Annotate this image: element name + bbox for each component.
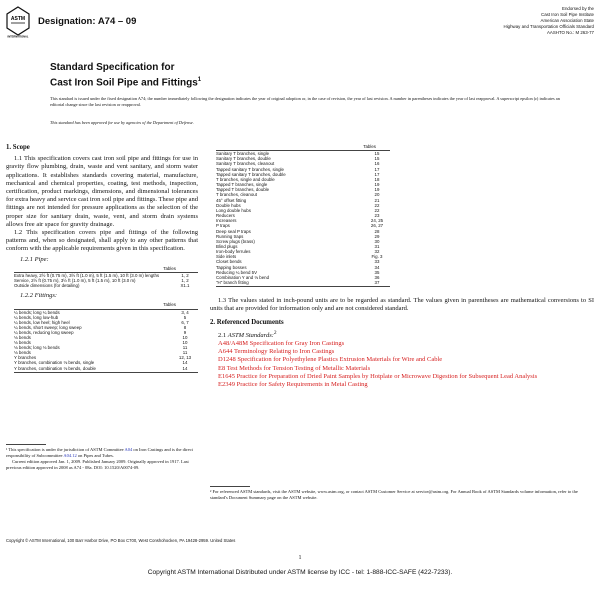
table-row	[216, 280, 390, 285]
row-label: ¼ bends, low heel; high heel	[14, 319, 70, 325]
scope-paragraph-3: 1.3 The values stated in inch-pound units are to be regarded as standard. The values given in parentheses are mathematical conversions to SI units that are provided for information only and are not considered standard.	[210, 297, 594, 313]
row-table-ref: 20	[374, 192, 380, 198]
reference-item	[210, 356, 594, 364]
reference-item	[210, 381, 594, 389]
row-label: Y branches	[14, 355, 37, 361]
row-table-ref: 15	[374, 151, 380, 157]
references-subheading	[210, 329, 594, 340]
row-label: Combination Y and ⅛ bend	[216, 274, 270, 280]
references-heading: 2. Referenced Documents	[210, 318, 284, 326]
row-label: ¼ bends, short sweep; long sweep	[14, 324, 82, 330]
row-table-ref: 22	[374, 207, 380, 213]
row-label: Y branches, combination ⅛ bends, single	[14, 360, 95, 366]
footnote-left	[6, 444, 202, 471]
endorsement-line: Cast Iron Soil Pipe Institute	[541, 12, 594, 17]
row-label: Deep seal P traps	[216, 228, 251, 234]
right-column	[210, 144, 594, 389]
row-table-ref: 34	[374, 264, 380, 270]
row-table-ref: 15	[374, 156, 380, 162]
row-label: ⅛ bends	[14, 334, 31, 340]
astm-logo	[6, 6, 30, 38]
preface-note: This standard is issued under the fixed designation A74; the number immediately following the designation indicates the year of original adoption or, in the case of revision, the year of last revision. A number in parentheses indicates the year of last reapproval. A superscript epsilon (ε) indicates an editorial change since the last revision or reapproval.	[50, 96, 560, 107]
row-label: T branches, single and double	[216, 176, 275, 182]
row-table-ref: 5	[183, 314, 187, 320]
row-table-ref: 28	[374, 228, 380, 234]
row-table-ref: 14	[182, 360, 188, 366]
sub-footnote-mark: 2	[273, 329, 277, 336]
row-label: Outside dimensions (for detailing)	[14, 283, 80, 289]
endorsement-line: Endorsed by the	[562, 6, 594, 11]
row-label: Increasers	[216, 218, 237, 224]
row-table-ref: 11	[182, 350, 188, 356]
row-table-ref: 37	[374, 280, 380, 286]
row-table-ref: 21	[374, 197, 380, 203]
row-label: ¼ bends, long low-hub	[14, 314, 59, 320]
pipe-table-header: Tables	[163, 265, 176, 271]
title-footnote-mark: 1	[197, 77, 202, 83]
row-table-ref: 29	[374, 233, 380, 239]
reference-title-link[interactable]: Practice for Preparation of Dried Paint Samples by Hotplate or Microwave Digestion for Subsequent Lead Analysis	[234, 372, 538, 380]
reference-code-link[interactable]: A48/A48M	[218, 339, 248, 347]
fittings-table-header: Tables	[163, 302, 176, 308]
page-title	[50, 62, 201, 89]
pipe-table	[14, 266, 198, 288]
row-label: Tapped T branches, double	[216, 187, 270, 193]
row-table-ref: 17	[374, 166, 380, 172]
row-table-ref: 14	[182, 365, 188, 371]
row-table-ref: 31	[374, 243, 380, 249]
row-label: Tapped sanitary T branches, double	[216, 171, 286, 177]
row-table-ref: 9	[183, 329, 187, 335]
row-table-ref: 33	[374, 259, 380, 265]
fittings-table-continued	[216, 144, 390, 285]
table-row	[14, 366, 198, 371]
reference-code-link[interactable]: E1645	[218, 372, 235, 380]
pipe-label: 1.2.1 Pipe:	[20, 255, 49, 263]
row-table-ref: 10	[182, 334, 188, 340]
table-row	[14, 283, 198, 288]
fittings-table-header: Tables	[363, 144, 376, 149]
row-label: Tapping bosses	[216, 264, 247, 270]
reference-item	[210, 348, 594, 356]
row-table-ref: 12, 13	[178, 355, 192, 361]
endorsement-line: AASHTO No.: M 263-77	[546, 30, 594, 35]
row-label: Reducing ¼ bend 5V	[216, 269, 258, 275]
endorsement-line: Highway and Transportation Officials Standard	[503, 24, 594, 29]
row-label: ⅛ bends; long ⅛ bends	[14, 345, 60, 351]
footnote-text: ¹ This specification is under the jurisdiction of ASTM Committee	[6, 447, 125, 452]
sub-title: ASTM Standards:	[227, 331, 274, 339]
logo-caption: INTERNATIONAL	[7, 35, 29, 38]
row-table-ref: 22	[374, 202, 380, 208]
reference-title-link[interactable]: Practice for Safety Requirements in Metal Casting	[234, 381, 368, 388]
svg-text:ASTM: ASTM	[10, 16, 26, 22]
row-label: Closet bends	[216, 259, 242, 265]
designation: Designation: A74 – 09	[38, 16, 137, 27]
row-table-ref: 26, 27	[370, 223, 384, 229]
fittings-table	[14, 302, 198, 372]
row-table-ref: 17	[374, 171, 380, 177]
reference-code-link[interactable]: E2349	[218, 381, 235, 388]
row-label: ⅛ bends	[14, 340, 31, 346]
reference-code-link[interactable]: A644	[218, 348, 233, 356]
defense-note: This standard has been approved for use by agencies of the Department of Defense.	[50, 120, 194, 125]
row-label: Tapped sanitary T branches, single	[216, 166, 284, 172]
reference-title-link[interactable]: Test Methods for Tension Testing of Metallic Materials	[225, 364, 371, 372]
row-table-ref: 23	[374, 213, 380, 219]
sub-number: 2.1	[218, 331, 228, 339]
left-column	[6, 144, 198, 373]
row-label: ¼ bends; long ¼ bends	[14, 309, 60, 315]
row-label: Running traps	[216, 233, 244, 239]
copyright-line: Copyright © ASTM International, 100 Barr Harbor Drive, PO Box C700, West Conshohocken, PA 19428-2959. United States	[6, 538, 236, 543]
row-table-ref: 35	[374, 269, 380, 275]
reference-item	[210, 373, 594, 381]
scope-paragraph-1: 1.1 This specification covers cast iron soil pipe and fittings for use in gravity flow plumbing, drain, waste and vent sanitary, and storm water applications. It establishes standards covering material, manufacture, mechanical and chemical properties, coating, test methods, inspection, certification, product markings, dimensions, and dimensional tolerances for extra heavy and service cast iron soil pipe and fittings. These pipe and fittings are not intended for pressure applications as the selection of the proper size for sanitary drain, waste, vent, and storm drain systems allows free air space for gravity drainage.	[6, 155, 198, 228]
row-table-ref: 6, 7	[181, 319, 189, 325]
committee-link[interactable]: A04	[124, 447, 133, 452]
row-table-ref: Fig. 3	[371, 254, 383, 260]
row-label: Iron-body ferrules	[216, 249, 251, 255]
row-label: Sanitary T branches, single	[216, 151, 270, 157]
row-label: P traps	[216, 223, 230, 229]
reference-title-link[interactable]: Specification for Gray Iron Castings	[247, 339, 345, 347]
row-table-ref: 30	[374, 238, 380, 244]
row-table-ref: 16	[374, 161, 380, 167]
row-table-ref: 8	[183, 324, 187, 330]
reference-title-link[interactable]: Terminology Relating to Iron Castings	[232, 348, 335, 356]
reference-item	[210, 365, 594, 373]
footnote-text: on Iron Castings and is the direct responsibility of Subcommittee	[6, 447, 193, 458]
references-list	[210, 329, 594, 390]
row-label: Sanitary T branches, cleanout	[216, 161, 275, 167]
row-label: Double hubs	[216, 202, 241, 208]
row-table-ref: 1, 2	[181, 278, 189, 284]
row-label: Sanitary T branches, double	[216, 156, 271, 162]
row-label: Screw plugs (brass)	[216, 238, 255, 244]
title-text: Cast Iron Soil Pipe and Fittings	[50, 77, 198, 89]
reference-item	[210, 340, 594, 348]
row-table-ref: 1, 2	[181, 272, 189, 278]
row-table-ref: 24, 25	[370, 218, 384, 224]
footnote-1	[6, 447, 202, 459]
page-number: 1	[298, 555, 302, 561]
row-label: "H" branch fitting	[216, 280, 249, 286]
row-table-ref: 3, 4	[181, 309, 189, 315]
row-table-ref: 19	[374, 187, 380, 193]
scope-heading: 1. Scope	[6, 144, 30, 151]
row-table-ref: 11	[182, 345, 188, 351]
row-label: Service, 2½ ft (0.75 m), 3½ ft (1.0 m), 5 ft (1.5 m), 10 ft (3.0 m)	[14, 278, 136, 284]
row-table-ref: X1.1	[180, 283, 190, 289]
reference-code-link[interactable]: E8	[218, 364, 226, 372]
fittings-label: 1.2.2 Fittings:	[20, 292, 58, 300]
row-label: T branches, cleanout	[216, 192, 257, 198]
row-label: Y branches, combination ⅛ bends, double	[14, 365, 96, 371]
row-label: Long double hubs	[216, 207, 251, 213]
row-label: Extra heavy, 2½ ft (0.75 m), 3½ ft (1.0 m), 5 ft (1.5 m), 10 ft (3.0 m) lengths	[14, 272, 160, 278]
row-table-ref: 32	[374, 249, 380, 255]
row-label: Side inlets	[216, 254, 237, 260]
footnote-2: ² For referenced ASTM standards, visit the ASTM website, www.astm.org, or contact ASTM Customer Service at service@astm.org. For Annual Book of ASTM Standards volume information, refer to the standard's Document Summary page on the ASTM website.	[210, 489, 578, 500]
footnote-right	[210, 486, 594, 501]
title-line-2	[50, 74, 201, 89]
footnote-edition: Current edition approved Jan. 1, 2009. Published January 2009. Originally approved in 1917. Last previous edition approved in 2008 as A74 - 08a. DOI: 10.1520/A0074-09.	[6, 459, 189, 470]
pipe-subheading	[6, 256, 198, 264]
row-table-ref: 10	[182, 340, 188, 346]
row-label: Tapped T branches, single	[216, 182, 268, 188]
endorsement-line: American Association State	[540, 18, 594, 23]
reference-code-link[interactable]: D1248	[218, 356, 236, 364]
fittings-subheading	[6, 292, 198, 300]
scope-paragraph-2: 1.2 This specification covers pipe and fittings of the following patterns and, when so designated, shall apply to any other patterns that conform with the applicable requirements given in this specification.	[6, 229, 198, 253]
row-table-ref: 36	[374, 274, 380, 280]
reference-title-link[interactable]: Specification for Polyethylene Plastics Extrusion Materials for Wire and Cable	[235, 356, 443, 364]
row-label: 45° offset fitting	[216, 197, 247, 203]
endorsement-block	[394, 6, 594, 36]
subcommittee-link[interactable]: A04.12	[63, 453, 77, 458]
license-banner: Copyright ASTM International Distributed under ASTM license by ICC - tel: 1-888-ICC-SAFE (422-7233).	[147, 569, 453, 576]
row-label: Blind plugs	[216, 243, 238, 249]
row-label: ¼ bends, reducing long sweep	[14, 329, 74, 335]
footnote-text: on Pipes and Tubes.	[76, 453, 114, 458]
row-table-ref: 18	[374, 176, 380, 182]
row-table-ref: 19	[374, 182, 380, 188]
row-label: ⅛ bends	[14, 350, 31, 356]
row-label: Reducers	[216, 213, 235, 219]
title-line-1: Standard Specification for	[50, 62, 175, 73]
